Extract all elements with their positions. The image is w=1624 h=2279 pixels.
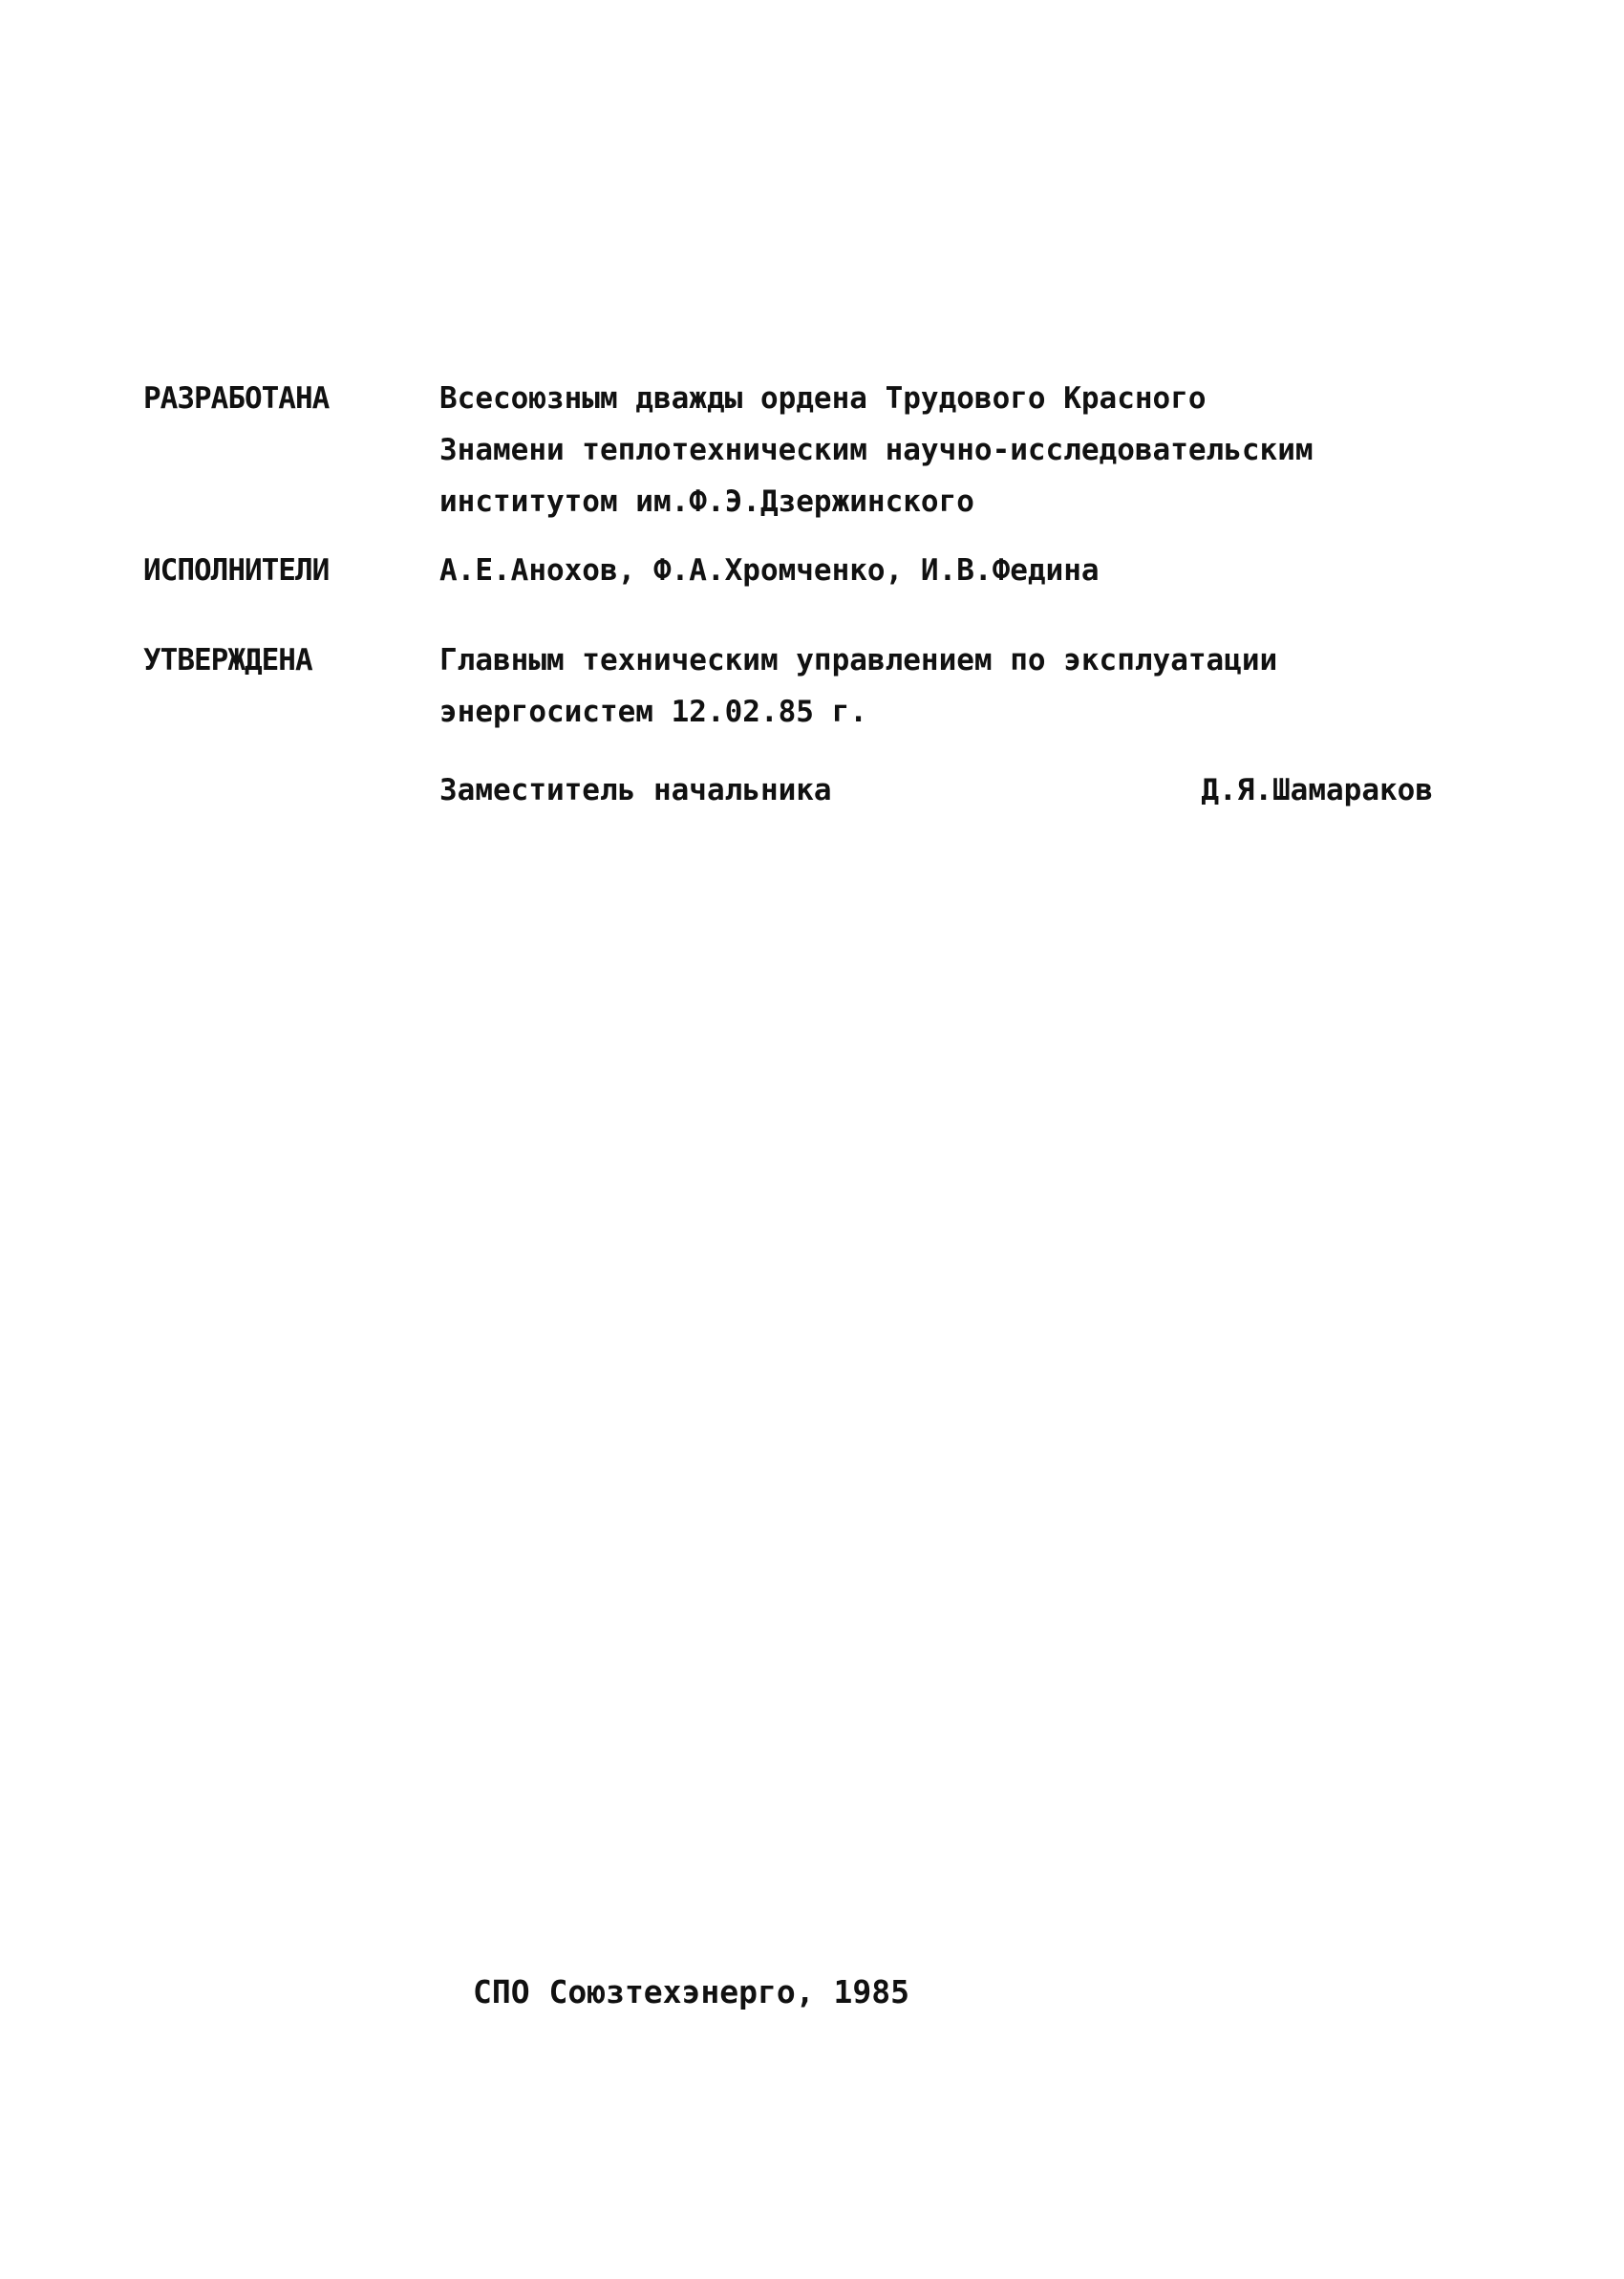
performers-row [143, 545, 1528, 596]
performers-line: А.Е.Анохов, Ф.А.Хромченко, И.В.Федина [439, 553, 1100, 588]
developed-line: институтом им.Ф.Э.Дзержинского [439, 484, 974, 519]
developed-text [439, 373, 1528, 527]
signature-name: Д.Я.Шамараков [1201, 773, 1433, 807]
approved-text [439, 634, 1528, 738]
developed-line: Всесоюзным дважды ордена Трудового Красного [439, 381, 1207, 416]
performers-block [143, 545, 1528, 596]
approved-line: Главным техническим управлением по эксплуатации [439, 643, 1278, 677]
approved-line: энергосистем 12.02.85 г. [439, 695, 867, 729]
approved-row [143, 634, 1528, 738]
developed-label: РАЗРАБОТАНА [143, 381, 330, 416]
approved-label: УТВЕРЖДЕНА [143, 643, 312, 677]
approved-block [143, 634, 1528, 738]
performers-text [439, 545, 1528, 596]
developed-row [143, 373, 1528, 527]
publisher-footer: СПО Союзтехэнерго, 1985 [473, 1973, 909, 2010]
developed-line: Знамени теплотехническим научно-исследовательским [439, 433, 1314, 467]
performers-label: ИСПОЛНИТЕЛИ [143, 553, 330, 588]
signature-position: Заместитель начальника [439, 773, 832, 807]
developed-block [143, 373, 1528, 527]
signature-row [439, 764, 1433, 816]
